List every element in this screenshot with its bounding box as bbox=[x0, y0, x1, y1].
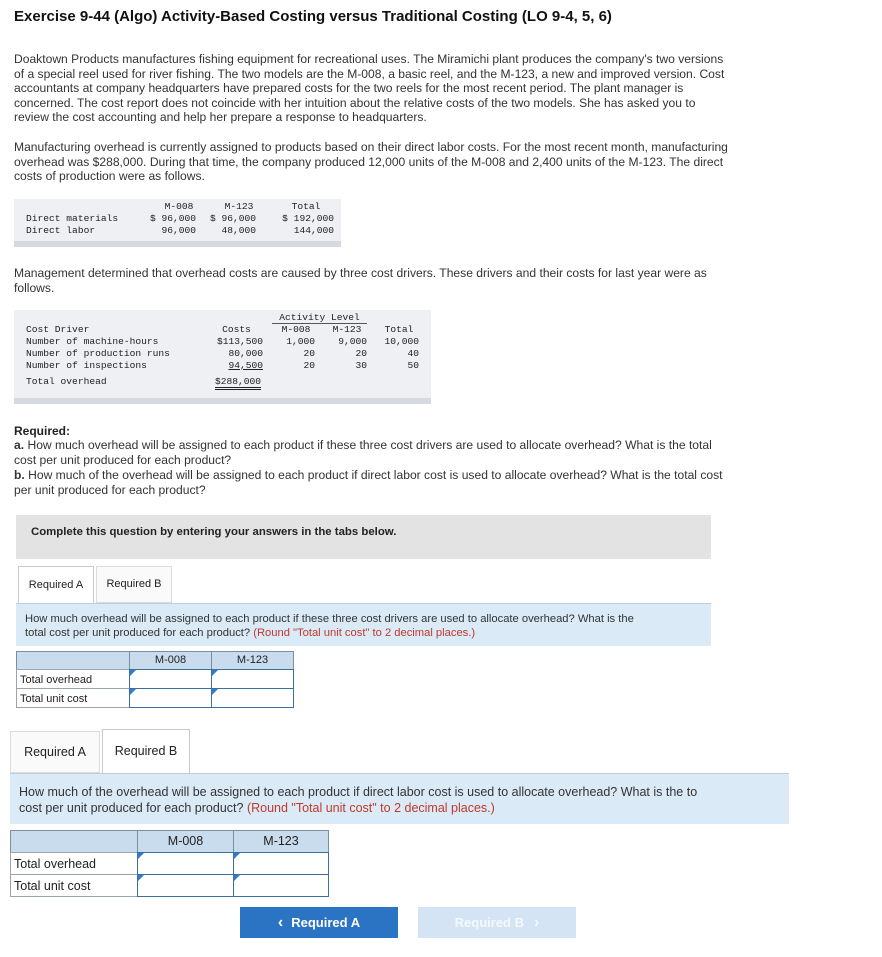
col-header-m123: M-123 bbox=[332, 324, 362, 335]
total-unit-cost-m123-input[interactable] bbox=[211, 688, 294, 708]
col-header-m123: M-123 bbox=[233, 830, 329, 853]
cell-value: 94,500 bbox=[228, 360, 263, 371]
total-overhead-m123-input[interactable] bbox=[233, 852, 329, 875]
col-header-m123: M-123 bbox=[211, 651, 294, 670]
next-required-b-button[interactable] bbox=[418, 907, 576, 938]
tab-required-b[interactable]: Required B bbox=[96, 566, 172, 603]
page-title: Exercise 9-44 (Algo) Activity-Based Costing versus Traditional Costing (LO 9-4, 5, 6) bbox=[14, 8, 612, 25]
cell-value: 10,000 bbox=[384, 336, 419, 347]
cell-value: 50 bbox=[407, 360, 419, 371]
row-label: Number of inspections bbox=[26, 360, 147, 371]
cell-value: 1,000 bbox=[286, 336, 315, 347]
row-label: Number of machine-hours bbox=[26, 336, 159, 347]
total-unit-cost-m008-input[interactable] bbox=[129, 688, 212, 708]
total-overhead-m008-input[interactable] bbox=[137, 852, 234, 875]
table-footer-bar bbox=[14, 241, 341, 247]
intro-paragraph: Doaktown Products manufactures fishing equipment for recreational uses. The Miramichi plant produces the company's two versions of a special reel used for river fishing. The two models are the M-008, a basic reel, and the M-123, a new and improved version. Cost accountants at company headquarters have prepared costs for the two reels for the most recent period. The plant manager is concerned. The cost report does not coincide with her intuition about the relative costs of the two models. She has asked you to review the cost accounting and help her prepare a response to headquarters. bbox=[14, 52, 725, 124]
overhead-paragraph: Manufacturing overhead is currently assigned to products based on their direct labor costs. For the most recent month, manufacturing overhead was $288,000. During that time, the company produced 12,000 units of the M-008 and 2,400 units of the M-123. The direct costs of production were as follows. bbox=[14, 140, 728, 183]
question-b-box: How much of the overhead will be assigned to each product if direct labor cost is used to allocate overhead? What is the to cost per unit produced for each product? (Round "Total unit cost" to 2 decimal places.) bbox=[10, 773, 789, 824]
tab-required-a[interactable]: Required A bbox=[10, 731, 100, 773]
activity-level-header: Activity Level bbox=[272, 312, 367, 324]
cell-value: $113,500 bbox=[216, 336, 263, 347]
row-label-total-overhead: Total overhead bbox=[10, 852, 138, 875]
required-heading: Required: bbox=[14, 424, 71, 438]
cell-value: 48,000 bbox=[221, 225, 256, 236]
cell-value: 144,000 bbox=[293, 225, 334, 236]
required-a-text: a. How much overhead will be assigned to each product if these three cost drivers are used to allocate overhead? What is the total cost per unit produced for each product? bbox=[14, 438, 712, 467]
col-header-m008: M-008 bbox=[281, 324, 311, 335]
cell-value: 20 bbox=[303, 360, 315, 371]
cell-value: $ 96,000 bbox=[209, 213, 256, 224]
total-overhead-value: $288,000 bbox=[215, 376, 261, 387]
cell-value: 20 bbox=[303, 348, 315, 359]
cell-value: 96,000 bbox=[161, 225, 196, 236]
col-header-m008: M-008 bbox=[164, 201, 194, 212]
total-overhead-m008-input[interactable] bbox=[129, 669, 212, 689]
question-a-box: How much overhead will be assigned to each product if these three cost drivers are used to allocate overhead? What is the total cost per unit produced for each product? (Round "Total unit cost" to 2 decimal places.) bbox=[16, 603, 711, 646]
tab-required-b[interactable]: Required B bbox=[102, 729, 190, 773]
grid-corner bbox=[10, 830, 138, 853]
direct-costs-table bbox=[14, 199, 341, 247]
cell-value: 40 bbox=[407, 348, 419, 359]
row-label: Direct materials bbox=[26, 213, 119, 224]
chevron-right-icon: › bbox=[534, 914, 540, 931]
total-overhead-m123-input[interactable] bbox=[211, 669, 294, 689]
cell-value: 9,000 bbox=[338, 336, 367, 347]
cell-value: 20 bbox=[355, 348, 367, 359]
col-header-m008: M-008 bbox=[129, 651, 212, 670]
prev-required-a-button[interactable] bbox=[240, 907, 398, 938]
total-unit-cost-m123-input[interactable] bbox=[233, 874, 329, 897]
row-label: Direct labor bbox=[26, 225, 96, 236]
rounding-hint: (Round "Total unit cost" to 2 decimal places.) bbox=[253, 626, 476, 639]
row-label-total-unit-cost: Total unit cost bbox=[16, 688, 130, 708]
row-label: Number of production runs bbox=[26, 348, 170, 359]
cell-value: 80,000 bbox=[228, 348, 263, 359]
col-header-costs: Costs bbox=[222, 324, 251, 335]
col-header-m008: M-008 bbox=[137, 830, 234, 853]
col-header-driver: Cost Driver bbox=[26, 324, 90, 335]
rounding-hint: (Round "Total unit cost" to 2 decimal places.) bbox=[246, 800, 495, 815]
grid-corner bbox=[16, 651, 130, 670]
cell-value: $ 192,000 bbox=[282, 213, 334, 224]
cost-drivers-table bbox=[14, 310, 431, 404]
drivers-paragraph: Management determined that overhead costs are caused by three cost drivers. These drivers and their costs for last year were as follows. bbox=[14, 266, 707, 295]
table-footer-bar bbox=[14, 398, 431, 404]
col-header-total: Total bbox=[384, 324, 414, 335]
col-header-m123: M-123 bbox=[224, 201, 254, 212]
required-b-text: b. How much of the overhead will be assigned to each product if direct labor cost is used to allocate overhead? What is the total cost per unit produced for each product? bbox=[14, 468, 723, 497]
next-button-label: Required B bbox=[454, 915, 524, 930]
col-header-total: Total bbox=[291, 201, 321, 212]
tab-required-a[interactable]: Required A bbox=[18, 566, 94, 604]
row-label-total-unit-cost: Total unit cost bbox=[10, 874, 138, 897]
prev-button-label: Required A bbox=[291, 915, 361, 930]
total-unit-cost-m008-input[interactable] bbox=[137, 874, 234, 897]
instructions-banner: Complete this question by entering your answers in the tabs below. bbox=[16, 515, 711, 559]
cell-value: $ 96,000 bbox=[149, 213, 196, 224]
cell-value: 30 bbox=[355, 360, 367, 371]
row-label-total-overhead: Total overhead bbox=[16, 669, 130, 689]
row-label: Total overhead bbox=[26, 376, 107, 387]
chevron-left-icon: ‹ bbox=[277, 914, 284, 931]
